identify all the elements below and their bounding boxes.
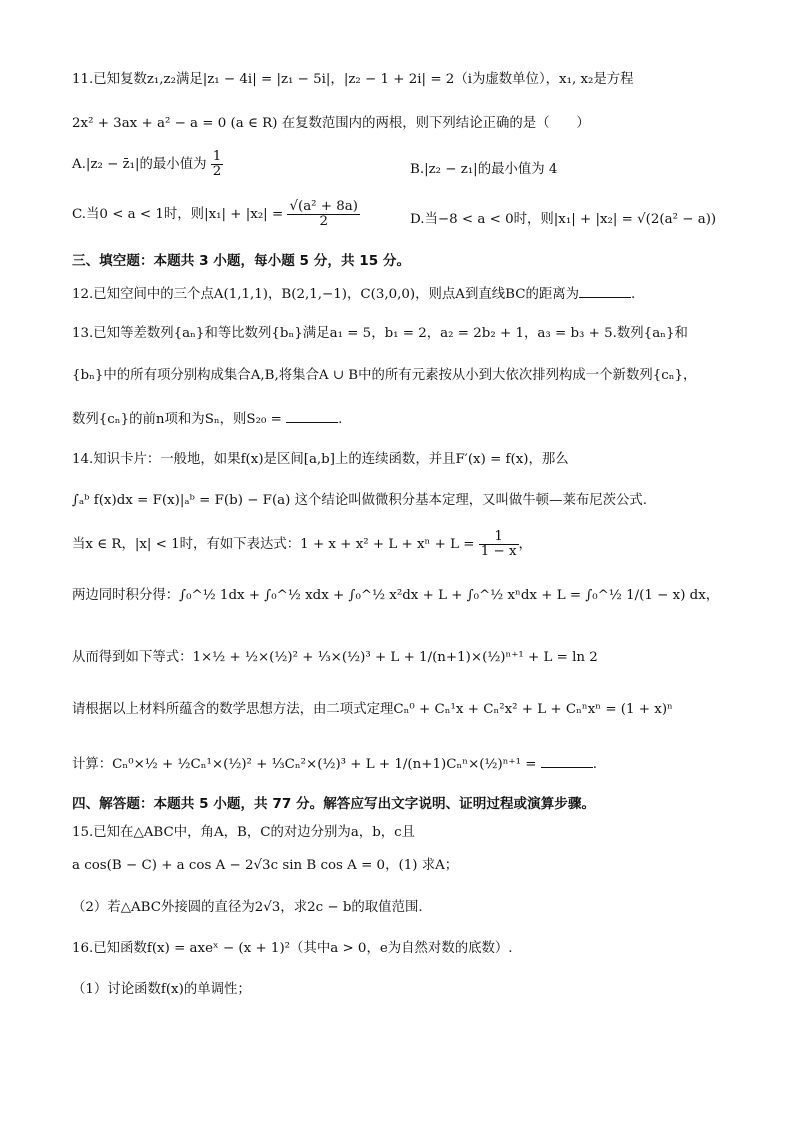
q11-option-a-text: A.|z₂ − z̄₁|的最小值为 bbox=[72, 157, 207, 173]
fraction-denominator: 1 − x bbox=[480, 544, 517, 560]
fraction-denominator: 2 bbox=[319, 214, 328, 230]
q14-line3-fraction bbox=[479, 530, 519, 559]
q16-line2: （1）讨论函数f(x)的单调性； bbox=[72, 982, 251, 997]
q15-line3: （2）若△ABC外接圆的直径为2√3，求2c − b的取值范围. bbox=[72, 900, 423, 915]
q11-stem-line2: 2x² + 3ax + a² − a = 0 (a ∈ R) 在复数范围内的两根，则下列结论正确的是（ ） bbox=[72, 116, 590, 131]
q12: 12.已知空间中的三个点A(1,1,1)，B(2,1,−1)，C(3,0,0)，则点A到直线BC的距离为 . bbox=[72, 287, 636, 302]
q11-stem-line1: 11.已知复数z₁,z₂满足|z₁ − 4i| = |z₁ − 5i|，|z₂ − 1 + 2i| = 2（i为虚数单位），x₁, x₂是方程 bbox=[72, 72, 634, 87]
q13-line3: 数列{cₙ}的前n项和为Sₙ，则S₂₀ = . bbox=[72, 412, 343, 427]
q14-line3-text: 当x ∈ R，|x| < 1时，有如下表达式：1 + x + x² + L + xⁿ + L = bbox=[72, 537, 475, 553]
q15-line2: a cos(B − C) + a cos A − 2√3c sin B cos A = 0，(1) 求A； bbox=[72, 858, 459, 873]
q14-line5: 从而得到如下等式：1×½ + ½×(½)² + ⅓×(½)³ + L + 1/(n+1)×(½)ⁿ⁺¹ + L = ln 2 bbox=[72, 650, 598, 665]
q12-text: 12.已知空间中的三个点A(1,1,1)，B(2,1,−1)，C(3,0,0)，则点A到直线BC的距离为 bbox=[72, 287, 580, 302]
fraction-denominator: 2 bbox=[212, 164, 222, 180]
fraction-numerator: 1 bbox=[212, 149, 222, 164]
q11-option-b: B.|z₂ − z₁|的最小值为 4 bbox=[410, 162, 558, 177]
q14-line7: 计算：Cₙ⁰×½ + ½Cₙ¹×(½)² + ⅓Cₙ²×(½)³ + L + 1/(n+1)Cₙⁿ×(½)ⁿ⁺¹ = . bbox=[72, 757, 597, 772]
q14-line1: 14.知识卡片：一般地，如果f(x)是区间[a,b]上的连续函数，并且F′(x) = f(x)，那么 bbox=[72, 452, 569, 467]
answer-blank bbox=[286, 410, 338, 423]
q13-line2: {bₙ}中的所有项分别构成集合A,B,将集合A ∪ B中的所有元素按从小到大依次排列构成一个新数列{cₙ}， bbox=[72, 368, 697, 383]
section-heading-fill-in: 三、填空题：本题共 3 小题，每小题 5 分，共 15 分。 bbox=[72, 253, 411, 269]
q13-line3-text: 数列{cₙ}的前n项和为Sₙ，则S₂₀ = bbox=[72, 412, 282, 427]
answer-blank bbox=[579, 285, 631, 298]
q14-line7-text: 计算：Cₙ⁰×½ + ½Cₙ¹×(½)² + ⅓Cₙ²×(½)³ + L + 1/(n+1)Cₙⁿ×(½)ⁿ⁺¹ = bbox=[72, 757, 537, 772]
fraction-numerator: √(a² + 8a) bbox=[289, 199, 359, 214]
q14-line6: 请根据以上材料所蕴含的数学思想方法，由二项式定理Cₙ⁰ + Cₙ¹x + Cₙ²x² + L + Cₙⁿxⁿ = (1 + x)ⁿ bbox=[72, 702, 673, 717]
section-heading-solutions: 四、解答题：本题共 5 小题，共 77 分。解答应写出文字说明、证明过程或演算步骤。 bbox=[72, 796, 596, 812]
q11-option-c-fraction bbox=[287, 200, 360, 229]
q14-line2: ∫ₐᵇ f(x)dx = F(x)|ₐᵇ = F(b) − F(a) 这个结论叫做微积分基本定理，又叫做牛顿—莱布尼茨公式. bbox=[72, 493, 648, 508]
q11-option-a-fraction bbox=[211, 150, 224, 179]
q13-line1: 13.已知等差数列{aₙ}和等比数列{bₙ}满足a₁ = 5，b₁ = 2，a₂ = 2b₂ + 1，a₃ = b₃ + 5.数列{aₙ}和 bbox=[72, 326, 688, 341]
q14-line4: 两边同时积分得：∫₀^½ 1dx + ∫₀^½ xdx + ∫₀^½ x²dx + L + ∫₀^½ xⁿdx + L = ∫₀^½ 1/(1 − x) dx， bbox=[72, 588, 720, 603]
q15-line1: 15.已知在△ABC中，角A，B，C的对边分别为a，b，c且 bbox=[72, 825, 416, 840]
q14-line3: 当x ∈ R，|x| < 1时，有如下表达式：1 + x + x² + L + xⁿ + L = $\frac{1}{1 - x}$ ， bbox=[72, 529, 532, 560]
q16-line1: 16.已知函数f(x) = axeˣ − (x + 1)²（其中a > 0，e为自然对数的底数）. bbox=[72, 941, 513, 956]
q11-option-d: D.当−8 < a < 0时，则|x₁| + |x₂| = √(2(a² − a)) bbox=[410, 212, 717, 227]
answer-blank bbox=[541, 755, 593, 768]
fraction-numerator: 1 bbox=[479, 530, 519, 545]
q11-option-c-text: C.当0 < a < 1时，则|x₁| + |x₂| = bbox=[72, 207, 284, 223]
